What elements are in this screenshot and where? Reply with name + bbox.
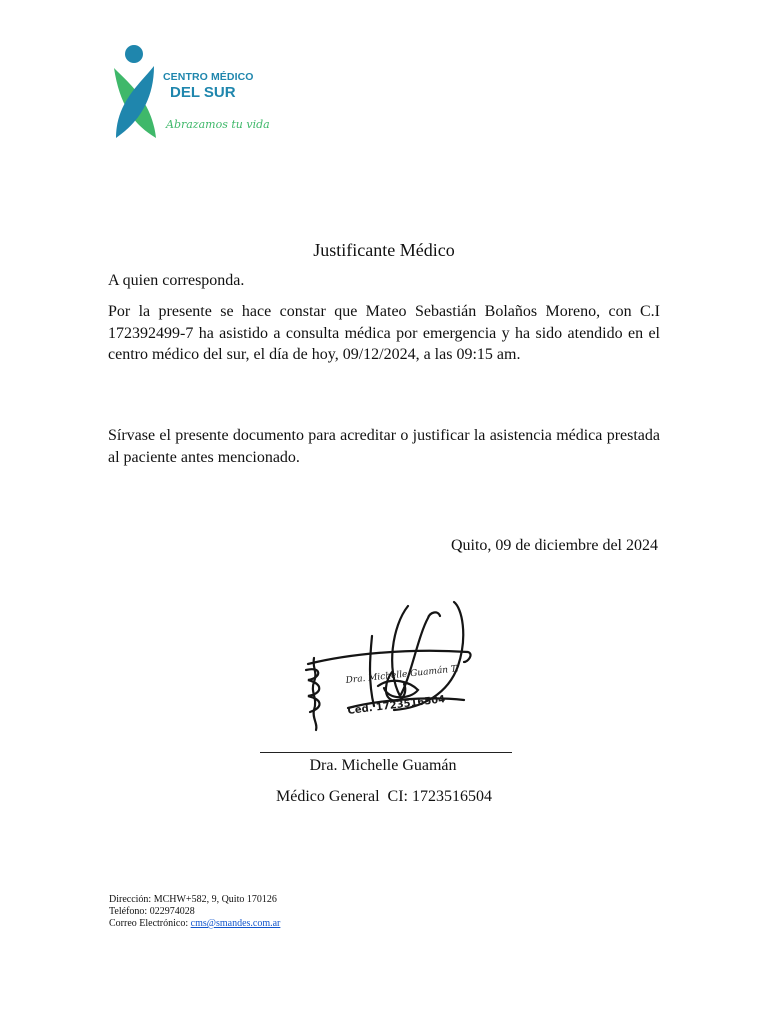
phone-value: 022974028: [149, 906, 195, 917]
greeting: A quien corresponda.: [108, 272, 245, 289]
logo-tagline: Abrazamos tu vida: [166, 118, 270, 131]
stamp-name-text: Dra. Michelle Guamán T.: [345, 664, 459, 686]
footer-email: [109, 918, 280, 930]
body-paragraph-1: Por la presente se hace constar que Mateo Sebastián Bolaños Moreno, con C.I 172392499-7 ha asistido a consulta médica por emergencia y ha sido atendido en el centro médico del sur, el día de hoy, 09/12/2024, a las 09:15 am.: [108, 303, 660, 363]
email-link[interactable]: cms@smandes.com.ar: [190, 918, 281, 929]
logo-figure-icon: [108, 44, 163, 144]
signer-title: Médico General CI: 1723516504: [276, 788, 492, 805]
signer-name: Dra. Michelle Guamán: [309, 757, 457, 774]
document-title: Justificante Médico: [313, 240, 455, 260]
clinic-logo: [108, 44, 268, 144]
logo-text-line1: CENTRO MÉDICO: [163, 71, 254, 83]
signature-line: [260, 752, 512, 753]
address-value: MCHW+582, 9, Quito 170126: [153, 894, 277, 905]
handwritten-signature: [288, 596, 488, 736]
signature-stamp-icon: [288, 596, 488, 736]
place-date: Quito, 09 de diciembre del 2024: [450, 537, 658, 554]
footer-contact: [109, 894, 280, 930]
body-paragraph-2: Sírvase el presente documento para acreditar o justificar la asistencia médica prestada al paciente antes mencionado.: [108, 427, 660, 466]
email-label: Correo Electrónico:: [109, 918, 189, 929]
footer-address: [109, 894, 280, 906]
stamp-id-text: Ced. 1723516504: [347, 694, 446, 717]
address-label: Dirección:: [109, 894, 152, 905]
logo-text-line2: DEL SUR: [170, 84, 236, 101]
phone-label: Teléfono:: [109, 906, 148, 917]
footer-phone: [109, 906, 280, 918]
